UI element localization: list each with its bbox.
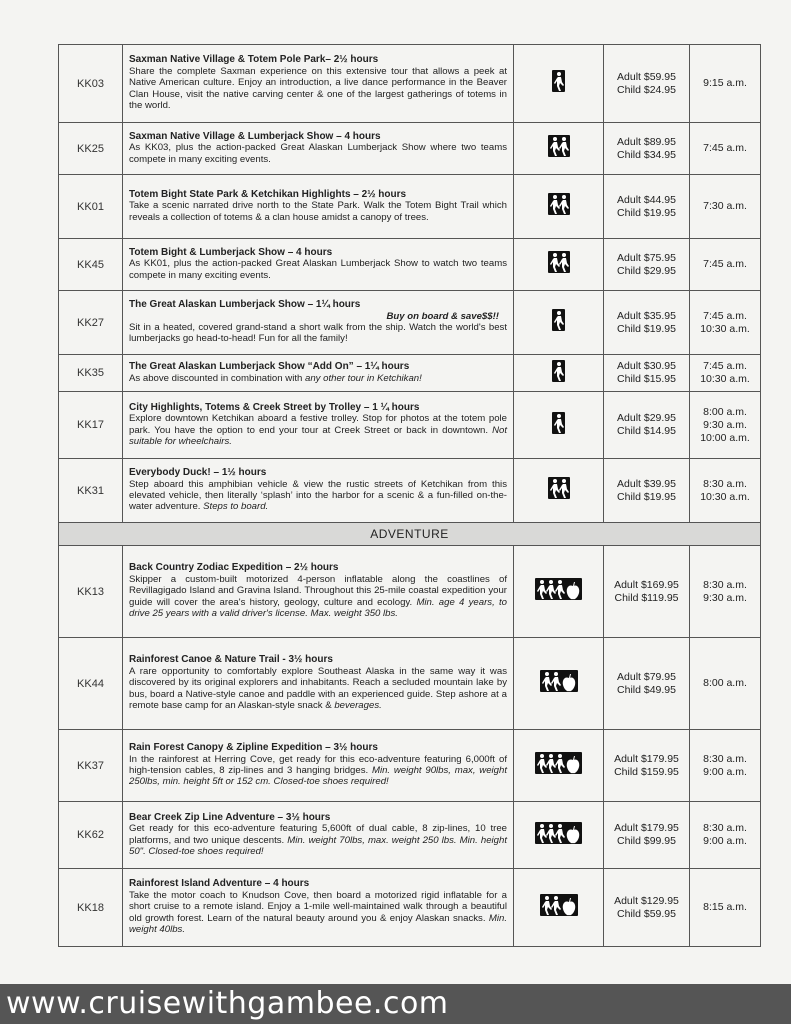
double-walker-icon: [548, 251, 570, 273]
price-cell: [604, 291, 690, 355]
departure-times-cell: [690, 802, 761, 869]
tour-title: The Great Alaskan Lumberjack Show – 1¼ hours: [129, 299, 361, 311]
departure-time: 10:00 a.m.: [700, 431, 750, 444]
triple-walker-apple-icon: [535, 752, 582, 774]
tour-code: KK37: [59, 730, 123, 802]
tour-code: KK27: [59, 291, 123, 355]
tour-row: [59, 175, 761, 239]
tour-code: KK45: [59, 239, 123, 291]
tour-code: KK62: [59, 802, 123, 869]
double-walker-icon: [548, 193, 570, 215]
tour-description: Take a scenic narrated drive north to the State Park. Walk the Totem Bight Trail which reveals a collection of totems & a clan house amidst a canopy of trees.: [129, 200, 507, 223]
activity-level-cell: [514, 392, 604, 459]
tour-note: Not suitable for wheelchairs.: [129, 424, 507, 447]
walker-icon: [552, 412, 565, 434]
departure-time: 8:30 a.m.: [703, 822, 747, 834]
child-price: Child $19.95: [617, 206, 676, 219]
tour-description: Explore downtown Ketchikan aboard a festive trolley. Stop for photos at the totem pole park. You have the option to end your tour at Creek Street or back in downtown.: [129, 413, 507, 436]
activity-level-cell: [514, 45, 604, 123]
activity-level-cell: [514, 459, 604, 523]
child-price: Child $19.95: [617, 490, 676, 503]
tour-code: KK35: [59, 355, 123, 392]
tour-description-cell: [123, 239, 514, 291]
tour-description: Take the motor coach to Knudson Cove, then board a motorized rigid inflatable for a short cruise to a remote island. Enjoy a 1-mile well-maintained walk through a beautiful old growth forest. Learn of the natural beauty around you & enjoy Alaskan snacks.: [129, 889, 507, 924]
adult-price: Adult $129.95: [614, 894, 679, 907]
departure-time: 10:30 a.m.: [700, 490, 750, 503]
tour-note: any other tour in Ketchikan!: [305, 372, 422, 384]
tour-title: The Great Alaskan Lumberjack Show “Add On” – 1¼ hours: [129, 361, 410, 373]
adult-price: Adult $89.95: [617, 135, 676, 148]
tour-row: [59, 355, 761, 392]
departure-times-cell: [690, 123, 761, 175]
departure-time: 8:15 a.m.: [703, 901, 747, 913]
adult-price: Adult $179.95: [614, 822, 679, 834]
tour-description: Sit in a heated, covered grand-stand a short walk from the ship. Watch the world's best lumberjacks go head-to-head! Fun for all the family!: [129, 322, 507, 345]
tour-title: Totem Bight State Park & Ketchikan Highlights – 2½ hours: [129, 188, 407, 200]
tour-description-cell: [123, 175, 514, 239]
tour-description: Get ready for this eco-adventure featuring 5,600ft of dual cable, 8 zip-lines, 10 tree platforms, and two unique descents.: [129, 823, 507, 846]
child-price: Child $14.95: [617, 425, 676, 437]
tour-note: Min. weight 70lbs, max. weight 250 lbs. Min. height 50". Closed-toe shoes required!: [129, 834, 507, 857]
tour-code: KK44: [59, 638, 123, 730]
tour-description: Step aboard this amphibian vehicle & view the rustic streets of Ketchikan from this elevated vehicle, then literally ‘splash’ into the harbor for a scenic & a fun-filled on-the-water adventure.: [129, 478, 507, 513]
tour-list-top: [59, 45, 761, 523]
tour-title: Back Country Zodiac Expedition – 2½ hours: [129, 562, 339, 574]
tour-note: Min. weight 90lbs, max, weight 250lbs, min. height 5ft or 152 cm. Closed-toe shoes required!: [129, 765, 508, 788]
departure-time: 8:30 a.m.: [703, 752, 747, 765]
activity-level-cell: [514, 123, 604, 175]
child-price: Child $119.95: [614, 591, 679, 604]
tour-description-cell: [123, 869, 514, 947]
child-price: Child $19.95: [617, 322, 676, 335]
tour-description-cell: [123, 123, 514, 175]
tour-title: Saxman Native Village & Totem Pole Park– 2½ hours: [129, 54, 379, 66]
tour-row: [59, 459, 761, 523]
tour-row: [59, 291, 761, 355]
tour-title: Rain Forest Canopy & Zipline Expedition – 3½ hours: [129, 742, 378, 754]
tour-code: KK13: [59, 546, 123, 638]
adult-price: Adult $44.95: [617, 193, 676, 206]
tour-title: Rainforest Canoe & Nature Trail - 3½ hours: [129, 654, 333, 666]
adult-price: Adult $79.95: [617, 670, 676, 683]
departure-times-cell: [690, 546, 761, 638]
departure-time: 9:30 a.m.: [703, 418, 747, 431]
tour-description-cell: [123, 459, 514, 523]
tour-description-cell: [123, 392, 514, 459]
price-cell: [604, 546, 690, 638]
departure-time: 10:30 a.m.: [700, 322, 750, 335]
tour-code: KK01: [59, 175, 123, 239]
price-cell: [604, 459, 690, 523]
tour-description: As KK01, plus the action-packed Great Alaskan Lumberjack Show to watch two teams compete in many exciting events.: [129, 258, 507, 281]
tour-description: As above discounted in combination with: [129, 372, 303, 384]
child-price: Child $99.95: [617, 835, 676, 847]
tour-description: Skipper a custom-built motorized 4-person inflatable along the coastlines of Revillagigado Island and Gravina Island. Throughout this 25-mile coastal expedition your guide will cover the area's history, geology, culture and ecology.: [129, 573, 507, 608]
price-cell: [604, 869, 690, 947]
tour-row: [59, 638, 761, 730]
tour-description-cell: [123, 291, 514, 355]
departure-times-cell: [690, 459, 761, 523]
tour-title: City Highlights, Totems & Creek Street by Trolley – 1 ¼ hours: [129, 401, 420, 413]
adult-price: Adult $30.95: [617, 360, 676, 372]
departure-times-cell: [690, 239, 761, 291]
departure-time: 7:45 a.m.: [703, 360, 747, 372]
tour-title: Everybody Duck! – 1½ hours: [129, 467, 267, 479]
tour-row: [59, 392, 761, 459]
child-price: Child $159.95: [614, 765, 679, 778]
triple-walker-apple-icon: [535, 822, 582, 844]
child-price: Child $59.95: [617, 907, 676, 920]
double-walker-icon: [548, 135, 570, 157]
price-cell: [604, 730, 690, 802]
adult-price: Adult $59.95: [617, 70, 676, 83]
adult-price: Adult $35.95: [617, 309, 676, 322]
price-cell: [604, 45, 690, 123]
departure-time: 9:15 a.m.: [703, 77, 747, 89]
departure-times-cell: [690, 355, 761, 392]
tour-description-cell: [123, 730, 514, 802]
tour-row: [59, 869, 761, 947]
tour-code: KK17: [59, 392, 123, 459]
watermark-text: www.cruisewithgambee.com: [6, 986, 449, 1021]
tour-title: Bear Creek Zip Line Adventure – 3½ hours: [129, 811, 331, 823]
tour-table: [58, 44, 761, 947]
departure-time: 8:30 a.m.: [703, 578, 747, 591]
section-header: [59, 523, 761, 546]
adult-price: Adult $75.95: [617, 251, 676, 264]
adult-price: Adult $179.95: [614, 752, 679, 765]
tour-code: KK31: [59, 459, 123, 523]
tour-code: KK25: [59, 123, 123, 175]
tour-description: As KK03, plus the action-packed Great Alaskan Lumberjack Show where two teams compete in many exciting events.: [129, 142, 507, 165]
double-walker-apple-icon: [540, 894, 578, 916]
tour-code: KK03: [59, 45, 123, 123]
tour-note: Min. weight 40lbs.: [129, 912, 507, 936]
tour-description: Share the complete Saxman experience on this extensive tour that allows a peek at Native American culture. Enjoy an introduction, a live dance performance in the Beaver Clan House, visit the native carving center & one of the largest gatherings of totems in the world.: [129, 65, 507, 112]
child-price: Child $29.95: [617, 264, 676, 277]
tour-row: [59, 123, 761, 175]
departure-time: 8:00 a.m.: [703, 405, 747, 418]
activity-level-cell: [514, 291, 604, 355]
departure-times-cell: [690, 45, 761, 123]
tour-note: beverages.: [334, 700, 382, 712]
tour-description: A rare opportunity to comfortably explore Southeast Alaska in the same way it was discovered by its original explorers and inhabitants. Reach a secluded mountain lake by bus, board a Native-style canoe and paddle with an experienced guide. Step ashore at a remote base camp for an Alaskan-style snack &: [129, 665, 507, 712]
tour-description: In the rainforest at Herring Cove, get ready for this eco-adventure featuring 6,000ft of high-tension cables, 8 zip-lines and 3 hanging bridges.: [129, 753, 507, 776]
activity-level-cell: [514, 730, 604, 802]
departure-times-cell: [690, 175, 761, 239]
departure-time: 10:30 a.m.: [700, 373, 750, 385]
departure-time: 7:45 a.m.: [703, 309, 747, 322]
tour-note: Min. age 4 years, to drive 25 years with a valid driver's license. Max. weight 350 lbs.: [129, 596, 507, 620]
activity-level-cell: [514, 239, 604, 291]
tour-title: Rainforest Island Adventure – 4 hours: [129, 878, 310, 890]
walker-icon: [552, 70, 565, 92]
child-price: Child $34.95: [617, 148, 676, 161]
departure-time: 9:00 a.m.: [703, 765, 747, 778]
tour-row: [59, 730, 761, 802]
price-cell: [604, 175, 690, 239]
departure-times-cell: [690, 291, 761, 355]
tour-title: Totem Bight & Lumberjack Show – 4 hours: [129, 246, 333, 258]
tour-title: Saxman Native Village & Lumberjack Show – 4 hours: [129, 130, 381, 142]
walker-icon: [552, 360, 565, 382]
child-price: Child $24.95: [617, 83, 676, 96]
departure-time: 7:30 a.m.: [703, 200, 747, 212]
tour-description-cell: [123, 802, 514, 869]
triple-walker-apple-icon: [535, 578, 582, 600]
section-title: ADVENTURE: [59, 523, 761, 546]
double-walker-apple-icon: [540, 670, 578, 692]
activity-level-cell: [514, 638, 604, 730]
activity-level-cell: [514, 175, 604, 239]
tour-row: [59, 802, 761, 869]
child-price: Child $15.95: [617, 373, 676, 385]
departure-time: 9:30 a.m.: [703, 591, 747, 604]
departure-times-cell: [690, 392, 761, 459]
price-cell: [604, 355, 690, 392]
departure-time: 8:30 a.m.: [703, 477, 747, 490]
adult-price: Adult $39.95: [617, 477, 676, 490]
tour-note: Steps to board.: [203, 501, 269, 513]
double-walker-icon: [548, 477, 570, 499]
watermark-bar: [0, 984, 791, 1024]
activity-level-cell: [514, 355, 604, 392]
price-cell: [604, 239, 690, 291]
tour-row: [59, 239, 761, 291]
tour-row: [59, 546, 761, 638]
price-cell: [604, 392, 690, 459]
departure-time: 7:45 a.m.: [703, 142, 747, 154]
price-cell: [604, 123, 690, 175]
departure-time: 9:00 a.m.: [703, 835, 747, 847]
activity-level-cell: [514, 869, 604, 947]
departure-times-cell: [690, 869, 761, 947]
tour-code: KK18: [59, 869, 123, 947]
adult-price: Adult $29.95: [617, 412, 676, 424]
tour-description-cell: [123, 638, 514, 730]
child-price: Child $49.95: [617, 683, 676, 696]
tour-description-cell: [123, 546, 514, 638]
departure-time: 7:45 a.m.: [703, 258, 747, 270]
tour-sheet: [58, 44, 760, 947]
tour-description-cell: [123, 355, 514, 392]
section-row: [59, 523, 761, 546]
departure-times-cell: [690, 638, 761, 730]
tour-row: [59, 45, 761, 123]
tour-promo: Buy on board & save$$!!: [386, 310, 499, 322]
activity-level-cell: [514, 802, 604, 869]
adult-price: Adult $169.95: [614, 578, 679, 591]
walker-icon: [552, 309, 565, 331]
tour-list-adventure: [59, 546, 761, 947]
price-cell: [604, 802, 690, 869]
price-cell: [604, 638, 690, 730]
activity-level-cell: [514, 546, 604, 638]
tour-description-cell: [123, 45, 514, 123]
departure-time: 8:00 a.m.: [703, 677, 747, 689]
departure-times-cell: [690, 730, 761, 802]
